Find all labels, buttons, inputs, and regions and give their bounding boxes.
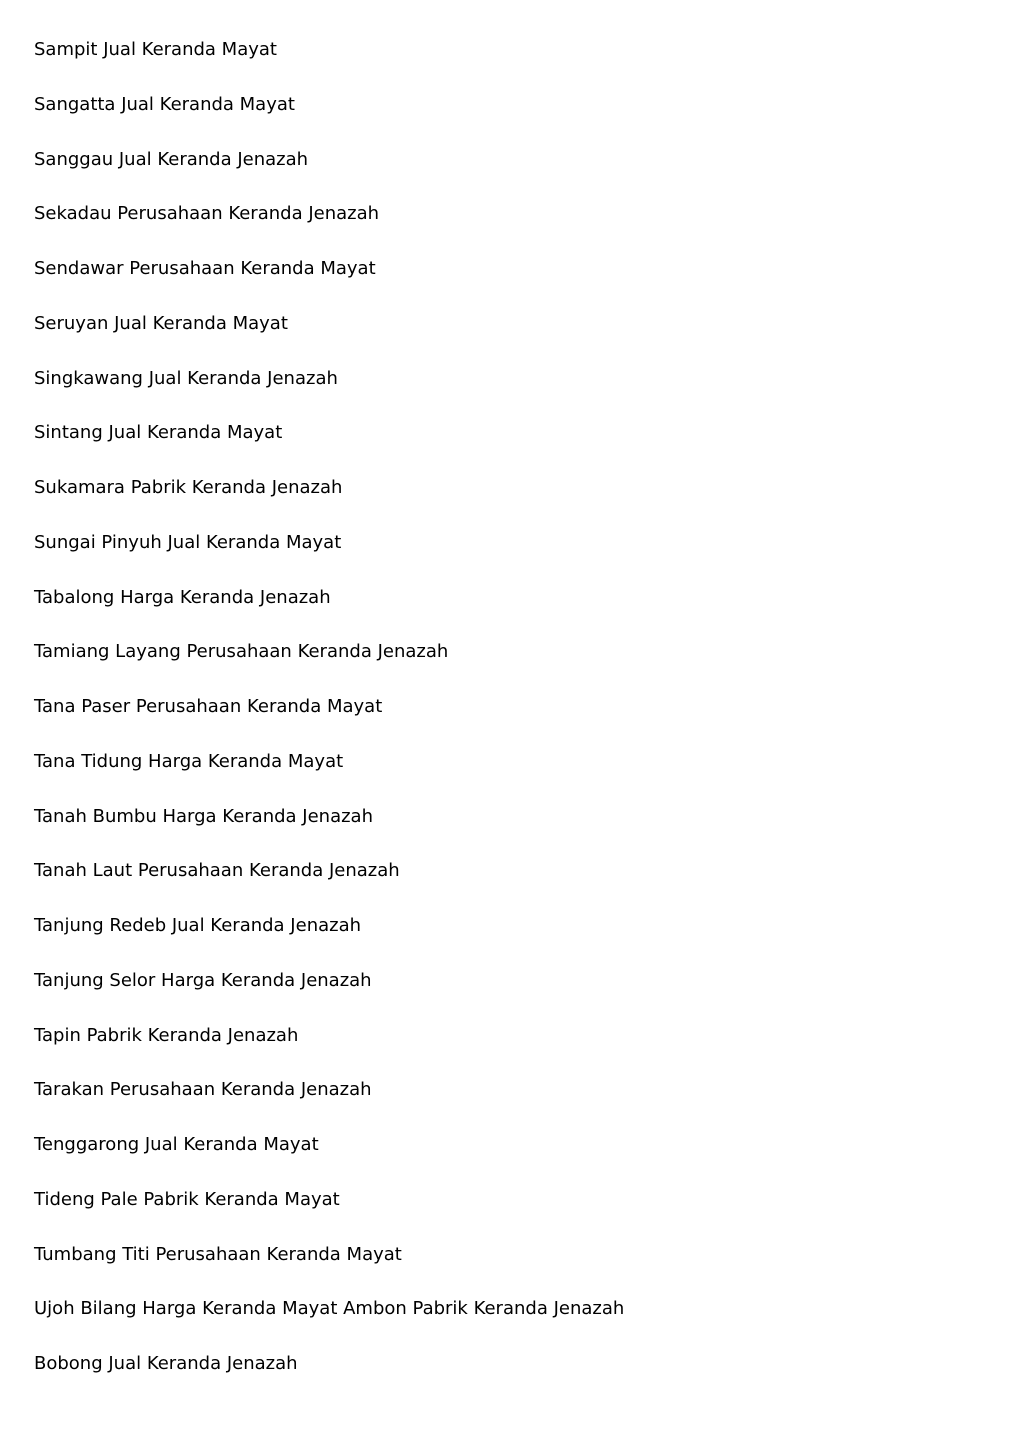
list-item: Sendawar Perusahaan Keranda Mayat (34, 258, 376, 279)
list-item: Sungai Pinyuh Jual Keranda Mayat (34, 531, 342, 553)
list-item: Tenggarong Jual Keranda Mayat (34, 1134, 319, 1155)
city-list (34, 37, 624, 1406)
list-item: Seruyan Jual Keranda Mayat (34, 312, 288, 334)
list-item: Singkawang Jual Keranda Jenazah (34, 367, 338, 389)
list-item: Tanjung Redeb Jual Keranda Jenazah (34, 915, 362, 936)
list-item: Tana Tidung Harga Keranda Mayat (34, 750, 344, 772)
list-item: Sekadau Perusahaan Keranda Jenazah (34, 203, 380, 225)
list-item: Tana Paser Perusahaan Keranda Mayat (34, 696, 383, 717)
list-item: Tarakan Perusahaan Keranda Jenazah (34, 1079, 372, 1101)
list-item: Bobong Jual Keranda Jenazah (34, 1353, 298, 1374)
list-item: Tamiang Layang Perusahaan Keranda Jenazah (34, 641, 449, 663)
list-item: Ujoh Bilang Harga Keranda Mayat Ambon Pabrik Keranda Jenazah (34, 1298, 625, 1320)
list-item: Sukamara Pabrik Keranda Jenazah (34, 477, 343, 498)
list-item: Tanjung Selor Harga Keranda Jenazah (34, 969, 372, 991)
list-item: Tanah Laut Perusahaan Keranda Jenazah (34, 860, 400, 882)
list-item: Sampit Jual Keranda Mayat (34, 39, 277, 60)
list-item: Tanah Bumbu Harga Keranda Jenazah (34, 805, 373, 827)
list-item: Tapin Pabrik Keranda Jenazah (34, 1024, 299, 1046)
list-item: Sangatta Jual Keranda Mayat (34, 93, 295, 115)
list-item: Sanggau Jual Keranda Jenazah (34, 148, 309, 170)
list-item: Tabalong Harga Keranda Jenazah (34, 586, 331, 608)
list-item: Tumbang Titi Perusahaan Keranda Mayat (34, 1243, 402, 1265)
list-item: Sintang Jual Keranda Mayat (34, 422, 283, 444)
list-item: Tideng Pale Pabrik Keranda Mayat (34, 1188, 340, 1210)
